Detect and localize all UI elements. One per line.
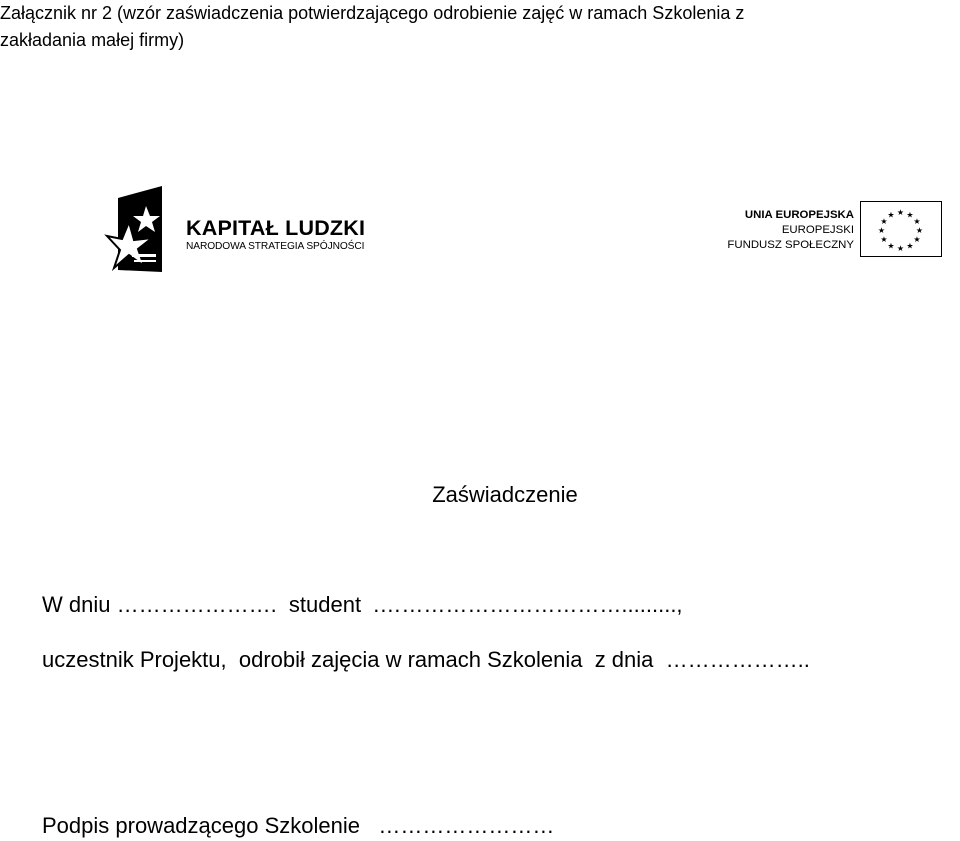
svg-text:★: ★ — [896, 208, 905, 217]
svg-text:★: ★ — [906, 210, 914, 220]
signature-line: Podpis prowadzącego Szkolenie …………………… — [42, 813, 555, 838]
date-student-line: W dniu …………………. student .……………………………........., — [42, 592, 683, 617]
document-title: Zaświadczenie — [432, 482, 578, 507]
svg-text:★: ★ — [913, 235, 921, 244]
eu-line-2: EUROPEJSKI — [781, 224, 854, 236]
participant-line: uczestnik Projektu, odrobił zajęcia w ramach Szkolenia z dnia ……………….. — [42, 647, 810, 672]
kapital-ludzki-subtitle: NARODOWA STRATEGIA SPÓJNOŚCI — [186, 241, 365, 252]
svg-text:★: ★ — [906, 241, 914, 251]
svg-text:★: ★ — [877, 226, 886, 235]
eu-flag-icon — [860, 201, 942, 257]
kapital-ludzki-logo — [104, 184, 394, 276]
svg-text:★: ★ — [880, 217, 888, 226]
svg-text:★: ★ — [887, 241, 895, 251]
svg-text:★: ★ — [896, 244, 905, 253]
svg-text:★: ★ — [913, 217, 921, 226]
kapital-ludzki-name: KAPITAŁ LUDZKI — [186, 216, 366, 240]
eu-line-1: UNIA EUROPEJSKA — [744, 209, 854, 221]
eu-text — [727, 208, 854, 253]
eu-logo — [700, 200, 950, 262]
eu-line-3: FUNDUSZ SPOŁECZNY — [727, 239, 854, 251]
svg-text:★: ★ — [880, 235, 888, 244]
header-note: Załącznik nr 2 (wzór zaświadczenia potwierdzającego odrobienie zajęć w ramach Szkolenia z zakładania małej firmy) — [0, 3, 745, 50]
kapital-ludzki-emblem-icon — [104, 184, 184, 276]
svg-text:★: ★ — [887, 210, 895, 220]
svg-text:★: ★ — [915, 226, 924, 235]
